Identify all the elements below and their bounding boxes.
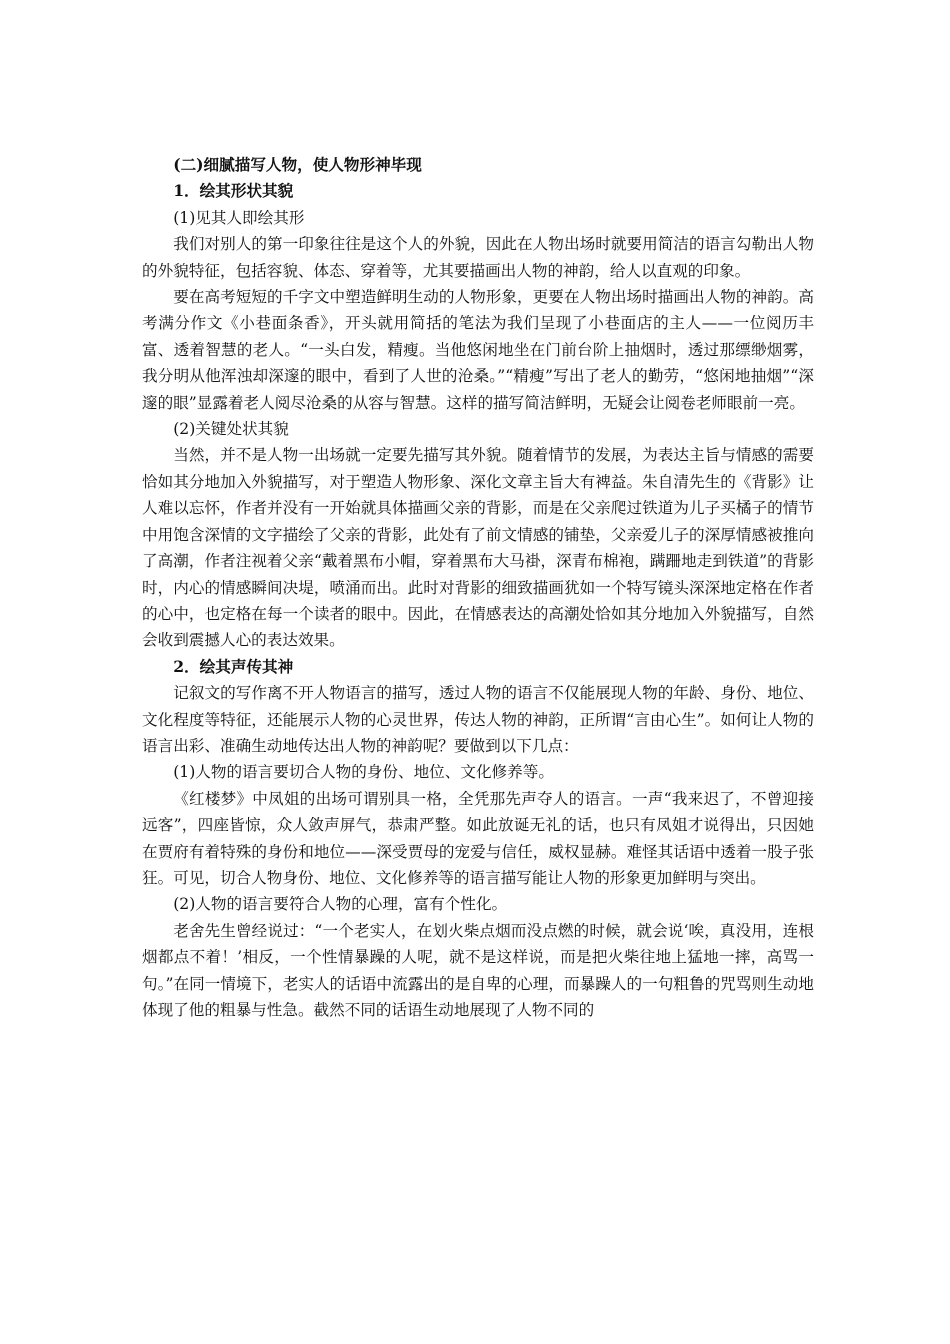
paragraph: 记叙文的写作离不开人物语言的描写，透过人物的语言不仅能展现人物的年龄、身份、地位、文化程度等特征，还能展示人物的心灵世界，传达人物的神韵，正所谓“言由心生”。如何让人物的语言出彩、准确生动地传达出人物的神韵呢？要做到以下几点： bbox=[142, 684, 814, 755]
paragraph: 《红楼梦》中凤姐的出场可谓别具一格，全凭那先声夺人的语言。一声“我来迟了，不曾迎接远客”，四座皆惊，众人敛声屏气，恭肃严整。如此放诞无礼的话，也只有凤姐才说得出，只因她在贾府有着特殊的身份和地位——深受贾母的宠爱与信任，威权显赫。难怪其话语中透着一股子张狂。可见，切合人物身份、地位、文化修养等的语言描写能让人物的形象更加鲜明与突出。 bbox=[142, 789, 814, 887]
paragraph: 当然，并不是人物一出场就一定要先描写其外貌。随着情节的发展，为表达主旨与情感的需要恰如其分地加入外貌描写，对于塑造人物形象、深化文章主旨大有裨益。朱自清先生的《背影》让人难以忘怀，作者并没有一开始就具体描画父亲的背影，而是在父亲爬过铁道为儿子买橘子的情节中用饱含深情的文字描绘了父亲的背影，此处有了前文情感的铺垫，父亲爱儿子的深厚情感被推向了高潮，作者注视着父亲“戴着黑布小帽，穿着黑布大马褂，深青布棉袍，蹒跚地走到铁道”的背影时，内心的情感瞬间决堤，喷涌而出。此时对背影的细致描画犹如一个特写镜头深深地定格在作者的心中，也定格在每一个读者的眼中。因此，在情感表达的高潮处恰如其分地加入外貌描写，自然会收到震撼人心的表达效果。 bbox=[142, 446, 814, 650]
section-1-title: 1．绘其形状其貌 bbox=[173, 181, 294, 201]
section-2-sub-1-title: (1)人物的语言要切合人物的身份、地位、文化修养等。 bbox=[173, 763, 554, 782]
section-2-sub-2-title: (2)人物的语言要符合人物的心理，富有个性化。 bbox=[173, 895, 508, 914]
section-1-sub-2-title: (2)关键处状其貌 bbox=[173, 420, 289, 439]
main-heading: (二)细腻描写人物，使人物形神毕现 bbox=[173, 155, 422, 174]
paragraph: 老舍先生曾经说过：“一个老实人，在划火柴点烟而没点燃的时候，就会说‘唉，真没用，连根烟都点不着！’相反，一个性情暴躁的人呢，就不是这样说，而是把火柴往地上猛地一摔，高骂一句。”在同一情境下，老实人的话语中流露出的是自卑的心理，而暴躁人的一句粗鲁的咒骂则生动地体现了他的粗暴与性急。截然不同的话语生动地展现了人物不同的 bbox=[142, 921, 814, 1019]
section-2-title: 2．绘其声传其神 bbox=[173, 656, 294, 676]
paragraph: 要在高考短短的千字文中塑造鲜明生动的人物形象，更要在人物出场时描画出人物的神韵。高考满分作文《小巷面条香》，开头就用简括的笔法为我们呈现了小巷面店的主人——一位阅历丰富、透着智慧的老人。“一头白发，精瘦。当他悠闲地坐在门前台阶上抽烟时，透过那缥缈烟雾，我分明从他浑浊却深邃的眼中，看到了人世的沧桑。”“精瘦”写出了老人的勤劳，“悠闲地抽烟”“深邃的眼”显露着老人阅尽沧桑的从容与智慧。这样的描写简洁鲜明，无疑会让阅卷老师眼前一亮。 bbox=[142, 288, 814, 412]
section-1-sub-1-title: (1)见其人即绘其形 bbox=[173, 208, 305, 227]
paragraph: 我们对别人的第一印象往往是这个人的外貌，因此在人物出场时就要用简洁的语言勾勒出人物的外貌特征，包括容貌、体态、穿着等，尤其要描画出人物的神韵，给人以直观的印象。 bbox=[142, 235, 814, 280]
document-page bbox=[142, 152, 814, 1023]
